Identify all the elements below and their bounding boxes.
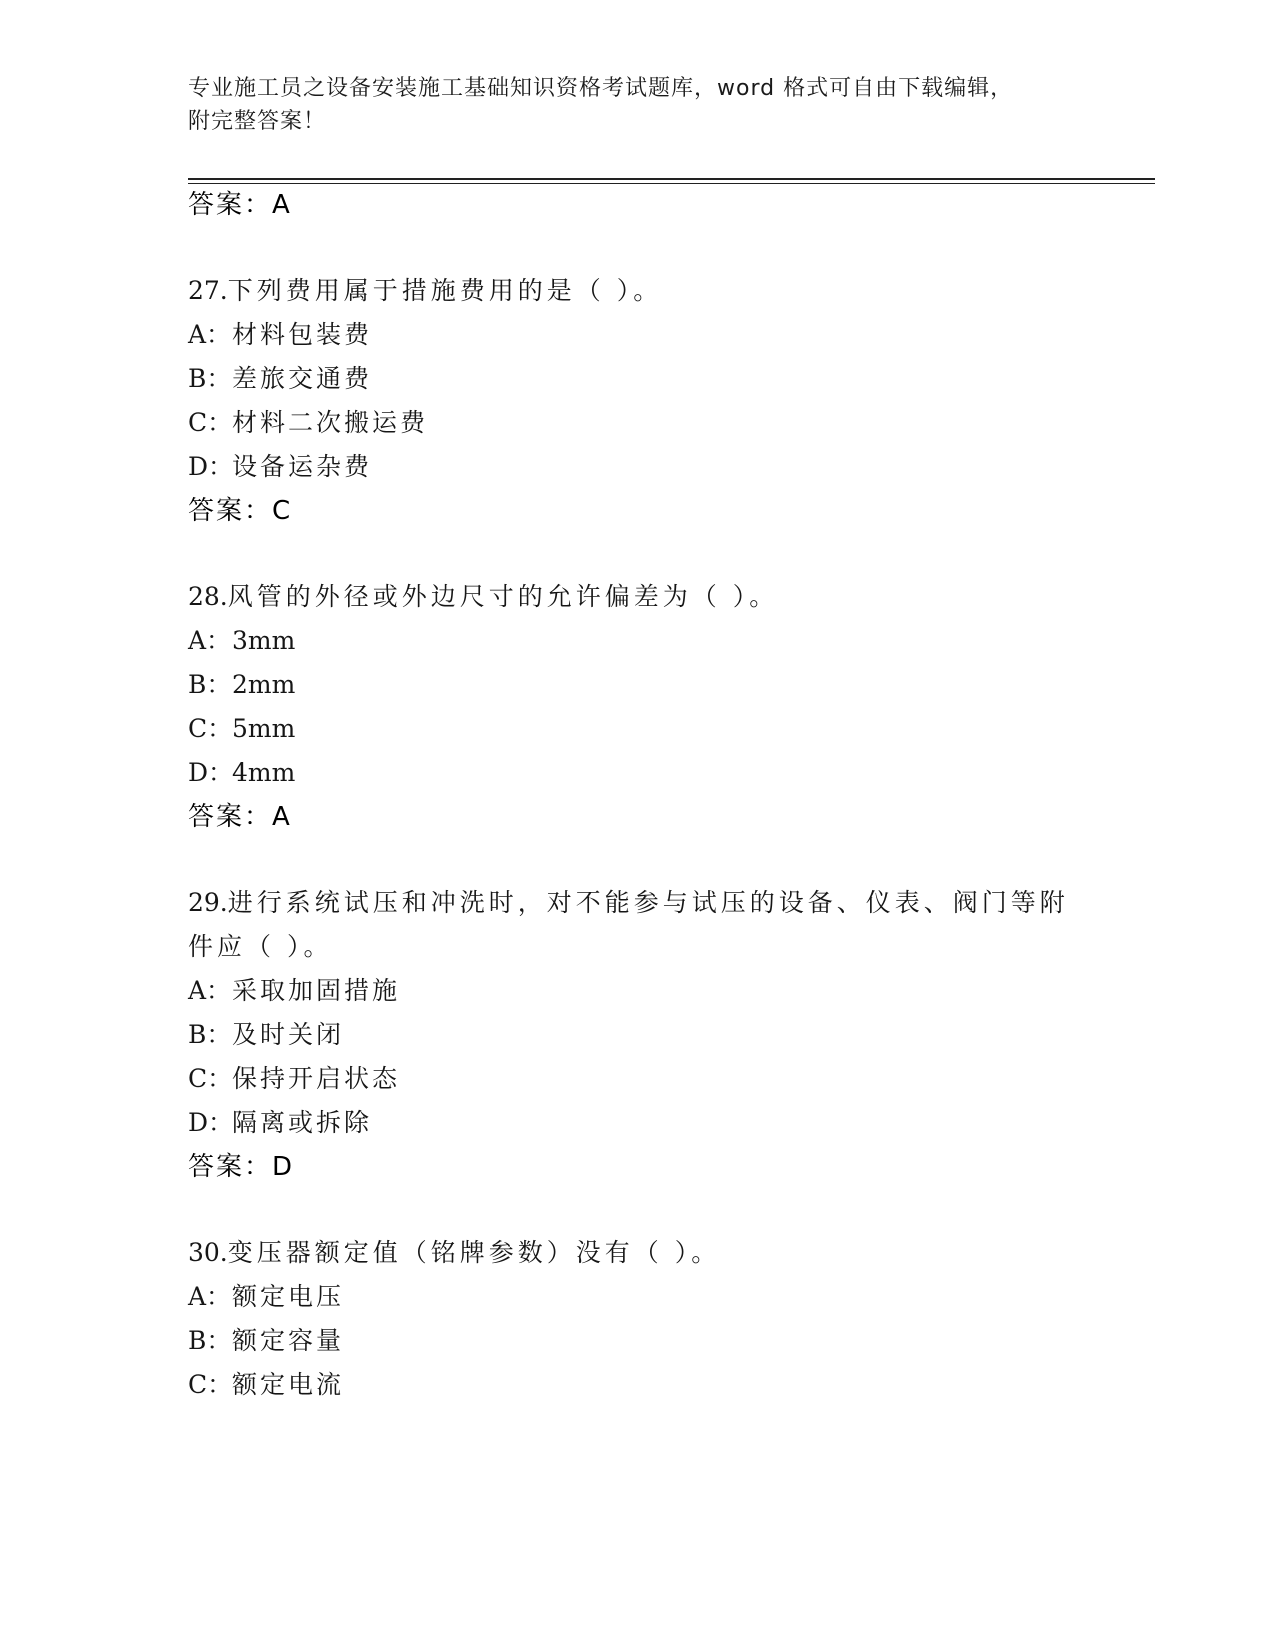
- option-label: C：: [188, 714, 233, 743]
- option-text: 材料二次搬运费: [232, 408, 429, 437]
- option-label: A：: [188, 626, 232, 655]
- header-divider-thin: [188, 183, 1155, 184]
- option-label: B：: [188, 1326, 232, 1355]
- question-text-line-1: 进行系统试压和冲洗时，对不能参与试压的设备、仪表、阀门等附: [227, 888, 1069, 917]
- question-text: 变压器额定值（铭牌参数）没有（ ）。: [227, 1238, 721, 1267]
- question-number: 28.: [188, 582, 228, 611]
- option-item: [188, 976, 400, 1006]
- option-label: A：: [188, 976, 232, 1005]
- option-label: C：: [188, 408, 233, 437]
- header-divider-thick: [188, 178, 1155, 180]
- option-text: 隔离或拆除: [232, 1108, 373, 1137]
- option-item: [188, 1020, 344, 1050]
- header-line-1: 专业施工员之设备安装施工基础知识资格考试题库，word 格式可自由下载编辑，: [188, 76, 1014, 101]
- answer-line: 答案：D: [188, 1152, 295, 1182]
- option-text: 5mm: [232, 714, 296, 743]
- answer-line: 答案：A: [188, 802, 292, 832]
- option-item: [188, 1064, 400, 1094]
- option-text: 保持开启状态: [232, 1064, 401, 1093]
- option-text: 额定电流: [232, 1370, 345, 1399]
- option-label: B：: [188, 1020, 232, 1049]
- option-label: B：: [188, 364, 232, 393]
- question-29: [188, 888, 1069, 918]
- option-text: 差旅交通费: [232, 364, 373, 393]
- answer-line: 答案：C: [188, 496, 293, 526]
- option-text: 材料包装费: [232, 320, 373, 349]
- option-label: D：: [188, 1108, 234, 1137]
- option-text: 及时关闭: [232, 1020, 345, 1049]
- option-label: D：: [188, 758, 234, 787]
- option-label: C：: [188, 1370, 233, 1399]
- option-item: [188, 1282, 344, 1312]
- option-item: [188, 408, 428, 438]
- question-30: [188, 1238, 720, 1268]
- option-item: [188, 452, 372, 482]
- question-number: 29.: [188, 888, 228, 917]
- option-text: 额定电压: [232, 1282, 345, 1311]
- question-29-continued: [188, 932, 332, 962]
- option-label: A：: [188, 320, 232, 349]
- header-line-2: 附完整答案！: [188, 109, 327, 134]
- option-text: 采取加固措施: [232, 976, 401, 1005]
- question-text: 风管的外径或外边尺寸的允许偏差为（ ）。: [227, 582, 779, 611]
- option-item: [188, 758, 295, 788]
- question-text-line-2: 件应（ ）。: [188, 932, 333, 961]
- option-item: [188, 1108, 372, 1138]
- option-item: [188, 364, 372, 394]
- option-text: 3mm: [232, 626, 296, 655]
- option-text: 设备运杂费: [232, 452, 373, 481]
- option-item: [188, 714, 295, 744]
- document-header: [188, 72, 1068, 138]
- question-28: [188, 582, 778, 612]
- question-text: 下列费用属于措施费用的是（ ）。: [227, 276, 663, 305]
- question-27: [188, 276, 662, 306]
- option-item: [188, 1326, 344, 1356]
- question-number: 27.: [188, 276, 228, 305]
- option-item: [188, 1370, 344, 1400]
- option-text: 4mm: [232, 758, 296, 787]
- option-item: [188, 670, 295, 700]
- option-text: 2mm: [232, 670, 296, 699]
- option-item: [188, 320, 372, 350]
- option-label: B：: [188, 670, 232, 699]
- question-number: 30.: [188, 1238, 228, 1267]
- option-label: D：: [188, 452, 234, 481]
- option-label: A：: [188, 1282, 232, 1311]
- option-label: C：: [188, 1064, 233, 1093]
- answer-line: 答案：A: [188, 190, 292, 220]
- option-text: 额定容量: [232, 1326, 345, 1355]
- option-item: [188, 626, 295, 656]
